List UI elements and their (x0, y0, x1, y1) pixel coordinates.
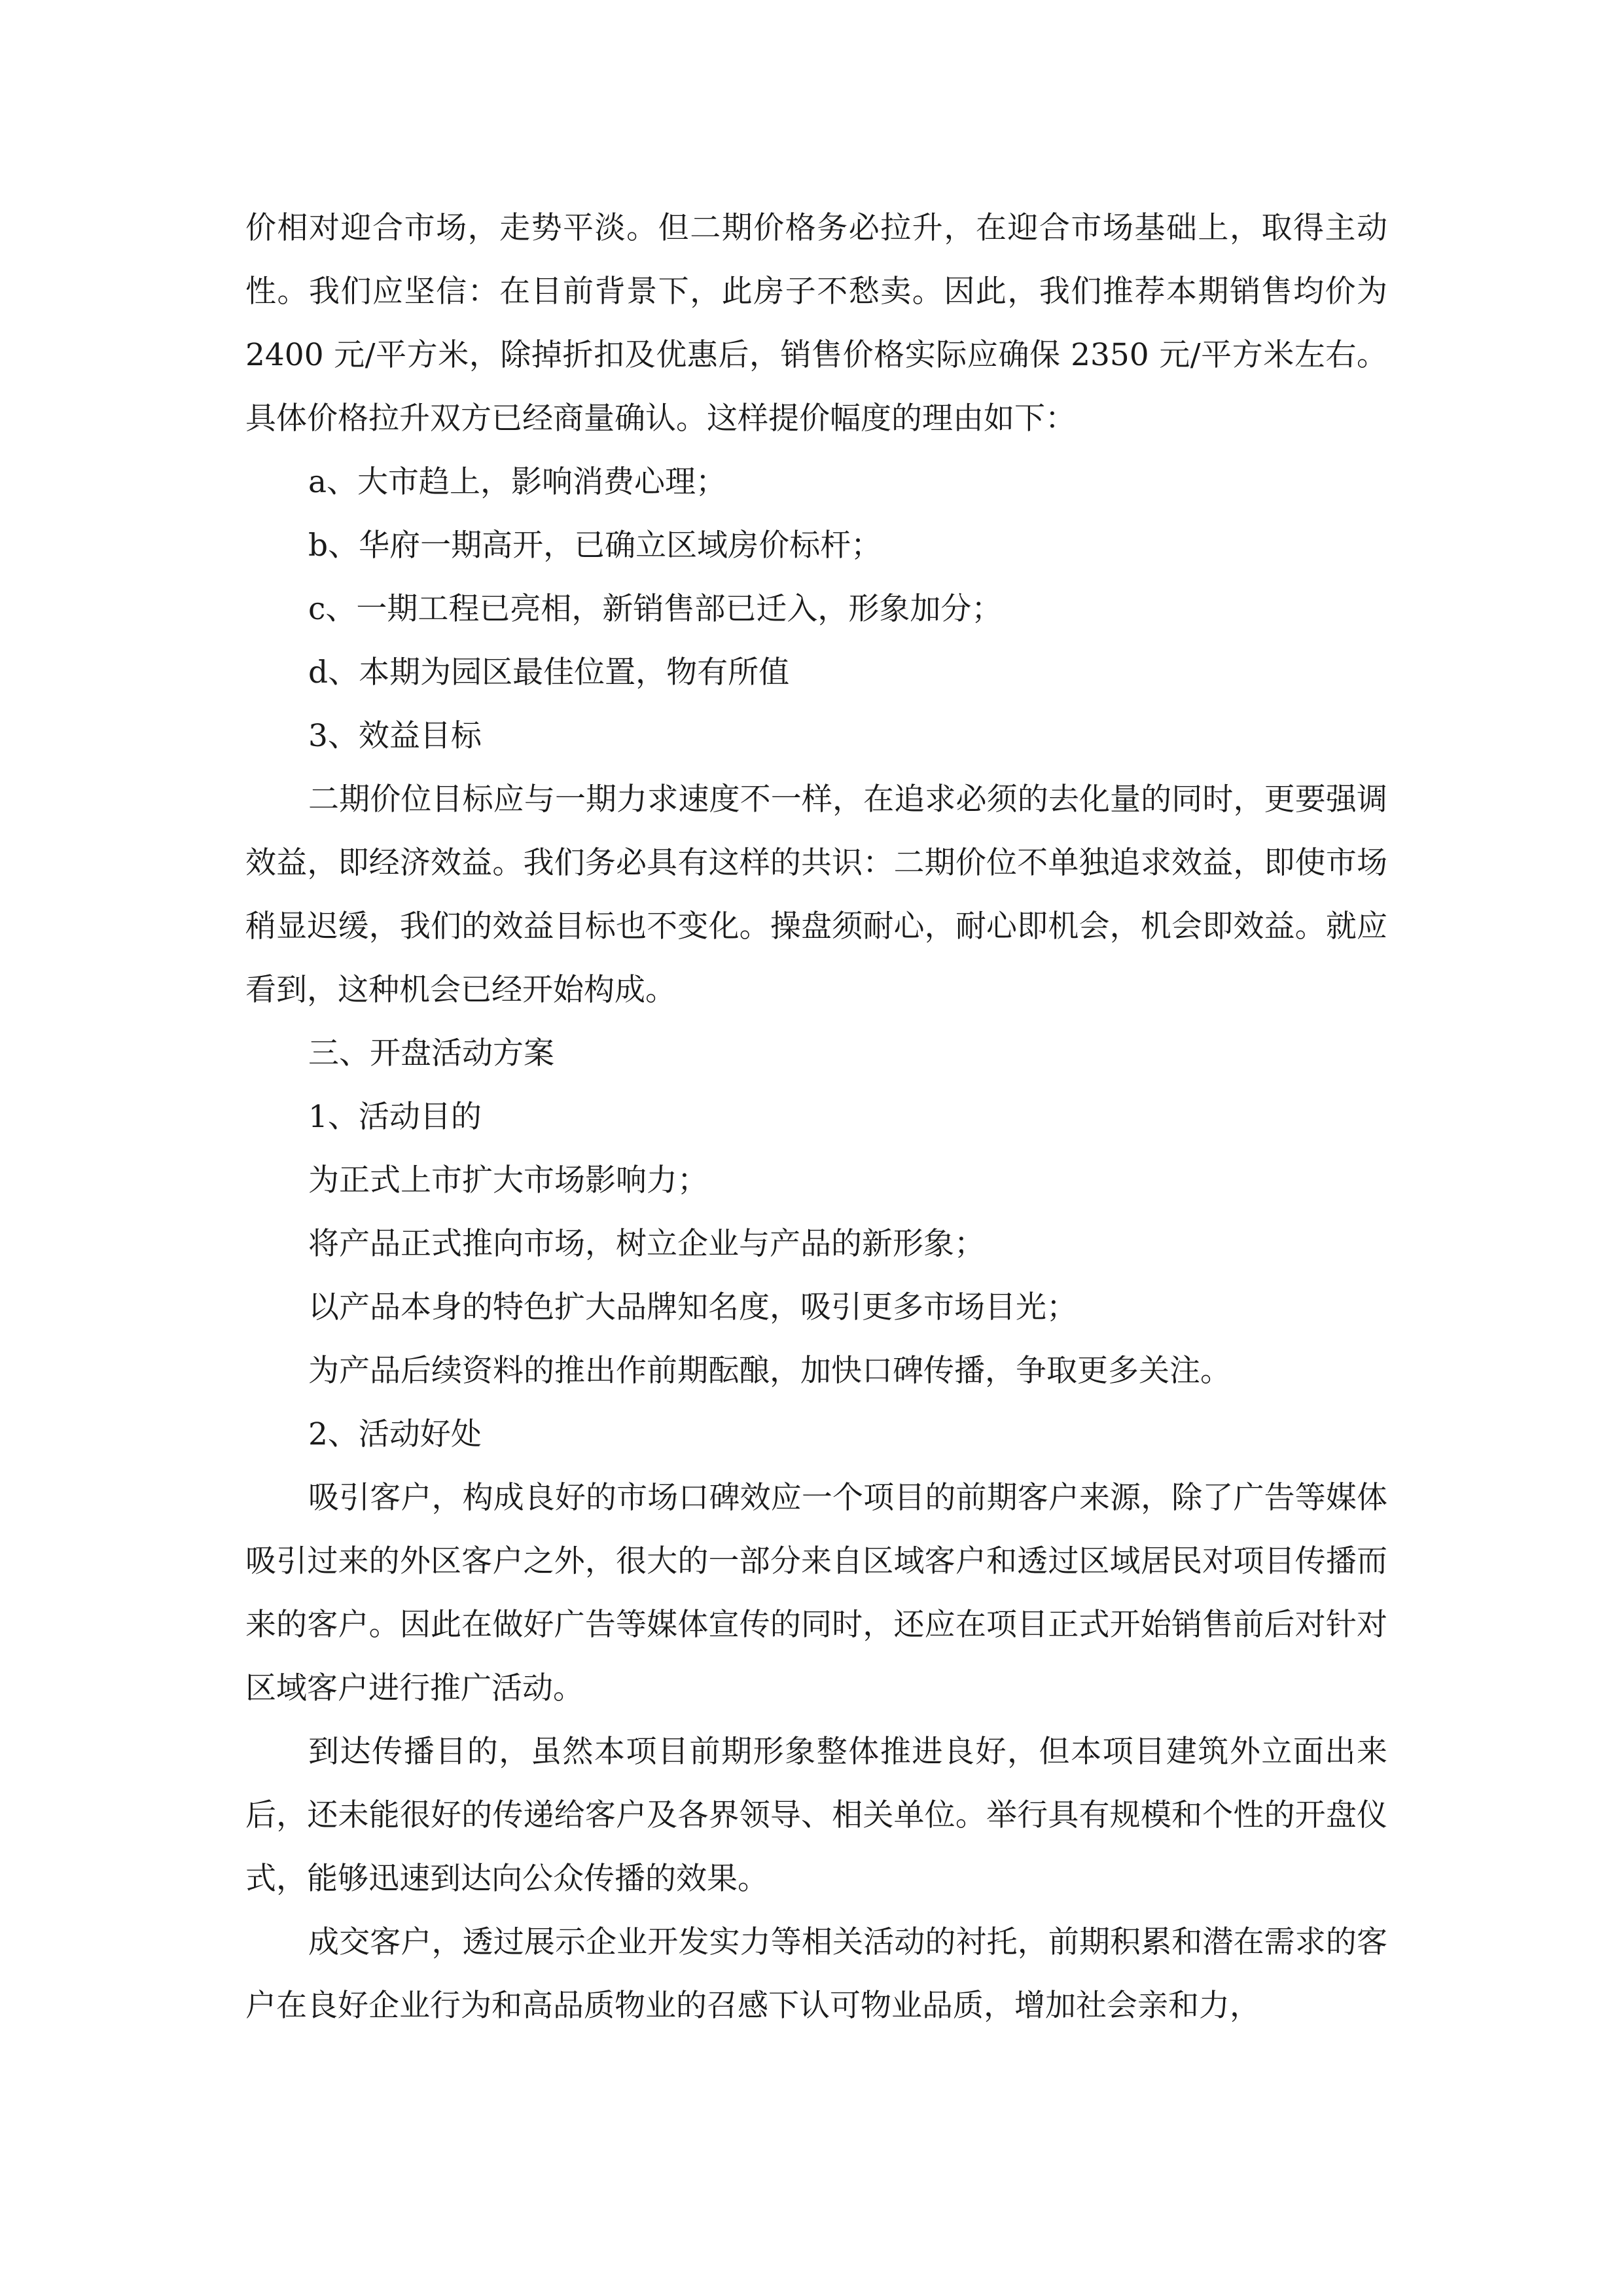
paragraph-pricing: 价相对迎合市场，走势平淡。但二期价格务必拉升，在迎合市场基础上，取得主动性。我们应坚信：在目前背景下，此房子不愁卖。因此，我们推荐本期销售均价为 2400 元/平方米，除掉折扣及优惠后，销售价格实际应确保 2350 元/平方米左右。具体价格拉升双方已经商量确认。这样提价幅度的理由如下： (245, 210, 1387, 437)
subheading-activity-purpose: 1、活动目的 (308, 1099, 482, 1135)
subheading-activity-benefits: 2、活动好处 (308, 1416, 482, 1452)
list-item-a: a、大市趋上，影响消费心理； (308, 464, 727, 500)
section-heading-benefit-target: 3、效益目标 (308, 718, 482, 754)
list-item-d: d、本期为园区最佳位置，物有所值 (308, 655, 790, 691)
paragraph-close-deals: 成交客户，透过展示企业开发实力等相关活动的衬托，前期积累和潜在需求的客户在良好企业行为和高品质物业的召感下认可物业品质，增加社会亲和力， (245, 1924, 1387, 2024)
purpose-item-3: 以产品本身的特色扩大品牌知名度，吸引更多市场目光； (308, 1289, 1077, 1325)
purpose-item-4: 为产品后续资料的推出作前期酝酿，加快口碑传播，争取更多关注。 (308, 1353, 1231, 1389)
paragraph-communication-goal: 到达传播目的，虽然本项目前期形象整体推进良好，但本项目建筑外立面出来后，还未能很好的传递给客户及各界领导、相关单位。举行具有规模和个性的开盘仪式，能够迅速到达向公众传播的效果。 (245, 1734, 1387, 1897)
list-item-b: b、华府一期高开，已确立区域房价标杆； (308, 528, 882, 564)
purpose-item-2: 将产品正式推向市场，树立企业与产品的新形象； (308, 1226, 985, 1262)
list-item-c: c、一期工程已亮相，新销售部已迁入，形象加分； (308, 591, 1003, 627)
paragraph-benefit-target: 二期价位目标应与一期力求速度不一样，在追求必须的去化量的同时，更要强调效益，即经济效益。我们务必具有这样的共识：二期价位不单独追求效益，即使市场稍显迟缓，我们的效益目标也不变化。操盘须耐心，耐心即机会，机会即效益。就应看到，这种机会已经开始构成。 (245, 781, 1387, 1008)
section-heading-opening-plan: 三、开盘活动方案 (308, 1035, 554, 1071)
document-body (245, 196, 1387, 2037)
purpose-item-1: 为正式上市扩大市场影响力； (308, 1162, 708, 1198)
paragraph-attract-customers: 吸引客户，构成良好的市场口碑效应一个项目的前期客户来源，除了广告等媒体吸引过来的外区客户之外，很大的一部分来自区域客户和透过区域居民对项目传播而来的客户。因此在做好广告等媒体宣传的同时，还应在项目正式开始销售前后对针对区域客户进行推广活动。 (245, 1480, 1387, 1706)
